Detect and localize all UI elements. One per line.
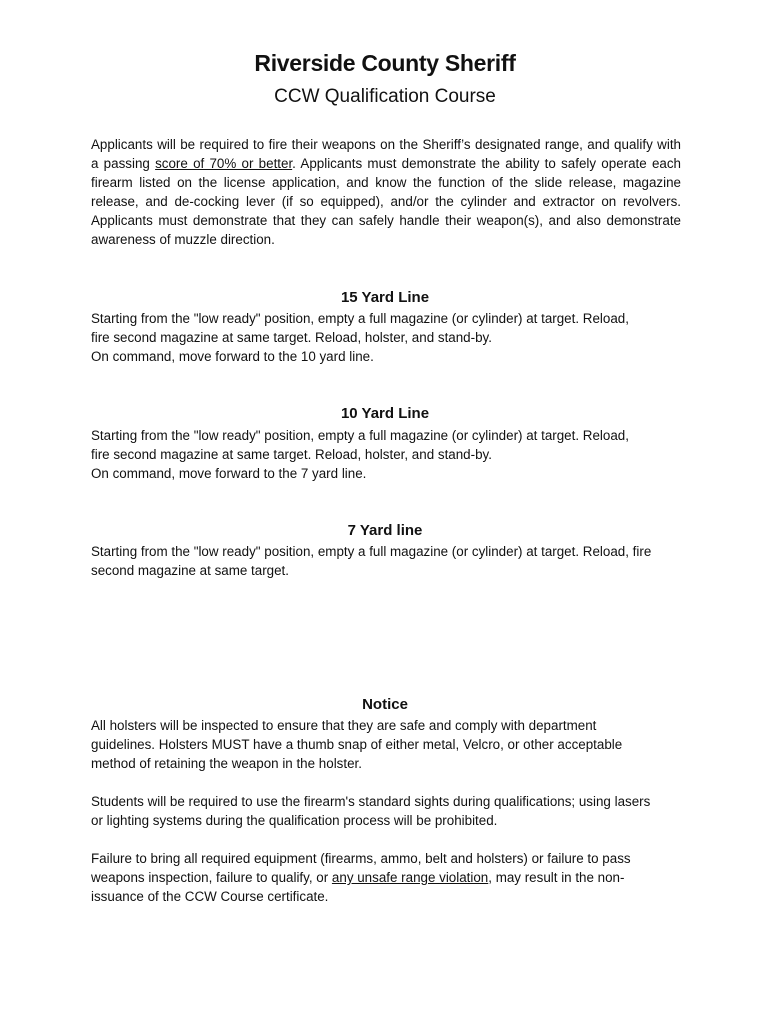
section-line: On command, move forward to the 10 yard line. (91, 349, 374, 364)
notice-line: Failure to bring all required equipment (firearms, ammo, belt and holsters) or failure to pass (91, 851, 631, 866)
notice-line: All holsters will be inspected to ensure that they are safe and comply with department (91, 718, 597, 733)
notice-heading: Notice (362, 696, 408, 713)
intro-text-2: . Applicants must demonstrate the ability to safely operate each firearm listed on the license application, and know the function of the slide release, magazine release, and de-cocking lever (if so equipped), and/or the cylinder and extractor on revolvers. Applicants must demonstrate that they can safely handle their weapon(s), and also demonstrate awareness of muzzle direction. (91, 156, 681, 247)
section-line: fire second magazine at same target. Reload, holster, and stand-by. (91, 330, 492, 345)
notice-paragraph-failure (91, 849, 681, 906)
passing-score-text: score of 70% or better (155, 156, 293, 171)
unsafe-range-violation-text: any unsafe range violation (331, 870, 489, 885)
section-heading-10-yard: 10 Yard Line (340, 405, 430, 422)
section-body-15-yard (91, 309, 681, 366)
intro-paragraph (91, 135, 681, 249)
section-body-7-yard (91, 542, 681, 580)
section-line: fire second magazine at same target. Reload, holster, and stand-by. (91, 447, 492, 462)
notice-line (91, 868, 681, 887)
notice-text: , may result in the non- (488, 870, 625, 885)
notice-line: issuance of the CCW Course certificate. (91, 889, 329, 904)
notice-line: guidelines. Holsters MUST have a thumb snap of either metal, Velcro, or other acceptable (91, 737, 623, 752)
intro-text-1: Applicants will be required to fire their weapons on the Sheriff’s designated range, and qualify with a passing (91, 137, 681, 171)
section-heading-15-yard: 15 Yard Line (340, 289, 430, 306)
section-line: Starting from the "low ready" position, empty a full magazine (or cylinder) at target. Reload, (91, 428, 629, 443)
section-line: On command, move forward to the 7 yard line. (91, 466, 367, 481)
document-title: Riverside County Sheriff (254, 50, 516, 76)
section-line: second magazine at same target. (91, 563, 289, 578)
notice-paragraph-holsters (91, 716, 681, 773)
notice-line: Students will be required to use the firearm's standard sights during qualifications; using lasers (91, 794, 651, 809)
section-heading-7-yard: 7 Yard line (347, 522, 423, 539)
notice-line: or lighting systems during the qualification process will be prohibited. (91, 813, 498, 828)
section-line: Starting from the "low ready" position, empty a full magazine (or cylinder) at target. Reload, (91, 311, 629, 326)
document-subtitle: CCW Qualification Course (274, 86, 496, 107)
section-line: Starting from the "low ready" position, empty a full magazine (or cylinder) at target. Reload, fire (91, 544, 652, 559)
notice-line: method of retaining the weapon in the holster. (91, 756, 362, 771)
section-body-10-yard (91, 426, 681, 483)
notice-text: weapons inspection, failure to qualify, or (91, 870, 332, 885)
notice-paragraph-sights (91, 792, 681, 830)
